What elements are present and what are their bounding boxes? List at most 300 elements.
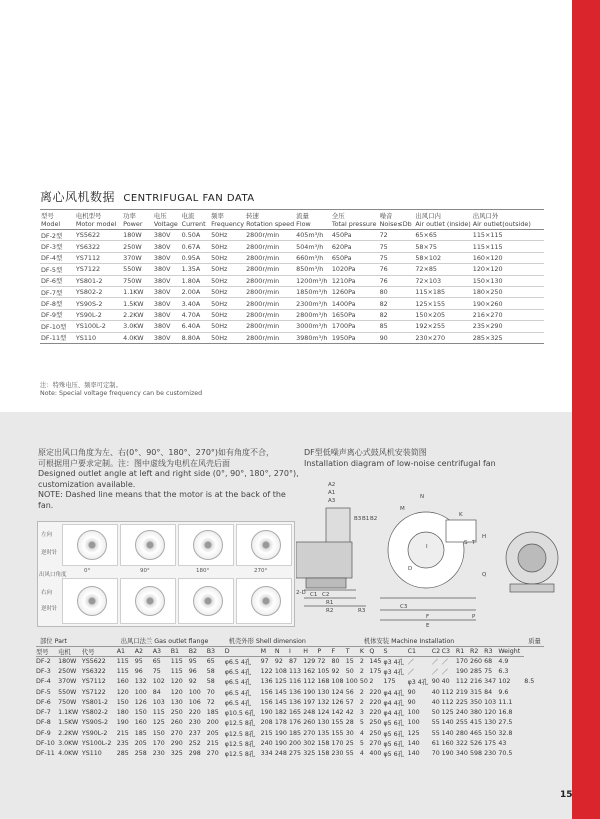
table-cell: 124 <box>317 709 330 717</box>
table-cell: 9.6 <box>498 688 509 696</box>
table-cell: 75 <box>379 252 415 263</box>
table-cell: YS110 <box>81 750 102 758</box>
table-cell: φ4 4孔 <box>383 710 404 718</box>
table-cell: 2800r/min <box>245 241 295 252</box>
table-cell: 200 <box>289 740 302 748</box>
table-cell: 160×120 <box>472 252 544 263</box>
table-cell: DF-9型 <box>40 309 75 320</box>
table-cell: 2.2KW <box>122 309 153 320</box>
table-row <box>40 241 544 252</box>
header-en: Current <box>181 219 206 228</box>
table-cell: φ3 4孔 <box>407 679 429 687</box>
header-en: Frequency <box>211 219 245 228</box>
table-cell: 50Hz <box>210 252 245 263</box>
table-cell: 190 <box>260 709 273 717</box>
table-cell: 270 <box>303 729 316 737</box>
desc-line: NOTE: Dashed line means that the motor is at the back of the fan. <box>38 490 286 510</box>
fan-header-cell <box>210 210 245 230</box>
column-header: R3 <box>484 646 498 656</box>
column-header: 型号 <box>36 646 58 656</box>
angle-90: 90° <box>140 568 150 574</box>
table-cell: 178 <box>274 719 287 727</box>
fan-icon <box>135 530 165 560</box>
label-k: K <box>459 512 463 518</box>
table-cell: 28 <box>345 719 354 727</box>
table-cell: 180W <box>122 230 153 241</box>
table-cell: 550W <box>122 264 153 275</box>
table-cell: 130 <box>317 719 330 727</box>
table-cell: 220 <box>369 698 382 706</box>
table-cell: φ4 4孔 <box>383 689 404 697</box>
table-cell: φ5 6孔 <box>383 751 404 759</box>
table-cell: 142 <box>331 709 344 717</box>
table-cell: 140 <box>407 740 420 748</box>
table-cell: 50Hz <box>210 332 245 343</box>
table-cell: 90 <box>379 332 415 343</box>
table-cell: 2800r/min <box>245 309 295 320</box>
table-cell: 90 <box>431 678 440 686</box>
table-cell: 70 <box>431 750 440 758</box>
table-cell: 175 <box>369 667 382 675</box>
table-cell: 260 <box>303 719 316 727</box>
table-cell: 32.8 <box>498 729 513 737</box>
table-cell: 285×325 <box>472 332 544 343</box>
table-cell: 100 <box>188 688 201 696</box>
fan-data-title <box>40 188 255 205</box>
table-cell: YS7122 <box>75 264 122 275</box>
table-cell: 1200m³/h <box>295 275 331 286</box>
table-cell: 250W <box>58 667 77 675</box>
label-2d: 2-D <box>296 590 306 596</box>
table-cell: 1.35A <box>181 264 210 275</box>
table-cell: 58 <box>206 678 215 686</box>
outlet-box <box>446 520 476 542</box>
label-r2: R2 <box>326 608 334 614</box>
table-cell: 129 <box>303 657 316 665</box>
table-row <box>36 707 544 717</box>
table-cell: 70 <box>206 688 215 696</box>
fan-right-270 <box>236 578 292 624</box>
table-cell: 40 <box>441 678 450 686</box>
table-cell: 150 <box>134 709 147 717</box>
table-cell: DF-5型 <box>40 264 75 275</box>
table-cell: 75 <box>152 667 161 675</box>
header-en: Air outlet(outside) <box>472 219 531 228</box>
table-cell: φ3 4孔 <box>383 658 404 666</box>
table-cell: 125×155 <box>414 298 471 309</box>
table-cell: 270 <box>206 750 219 758</box>
table-cell: 3000m³/h <box>295 321 331 332</box>
table-cell: 4 <box>359 729 364 737</box>
fan-icon <box>135 586 165 616</box>
column-header: A3 <box>153 646 171 656</box>
table-cell: 370W <box>58 678 77 686</box>
label-c3: C3 <box>400 604 408 610</box>
table-cell: 258 <box>134 750 147 758</box>
table-cell: 2800r/min <box>245 286 295 297</box>
table-cell: 30 <box>345 729 354 737</box>
column-header: C3 <box>442 646 456 656</box>
table-cell: 100 <box>134 688 147 696</box>
table-cell: 124 <box>331 688 344 696</box>
table-cell: 120 <box>484 709 497 717</box>
group-header: 部位 Part <box>36 636 117 646</box>
table-cell: 250 <box>369 719 382 727</box>
table-cell: 50Hz <box>210 321 245 332</box>
label-i: I <box>426 544 428 550</box>
group-header: 出风口法兰 Gas outlet flange <box>117 636 225 646</box>
table-cell: 162 <box>303 667 316 675</box>
header-cn: 流量 <box>296 211 309 220</box>
header-cn: 转速 <box>246 211 259 220</box>
table-cell: 136 <box>289 698 302 706</box>
table-row <box>40 264 544 275</box>
table-row <box>40 286 544 297</box>
table-cell: DF-11 <box>36 750 55 758</box>
table-cell: 380V <box>153 264 181 275</box>
header-cn: 频率 <box>211 211 224 220</box>
table-cell: 526 <box>469 740 483 748</box>
table-cell: 8.5 <box>524 678 535 686</box>
table-row <box>40 252 544 263</box>
table-cell: 205 <box>134 740 147 748</box>
table-cell: 190 <box>455 667 468 675</box>
desc-line: customization available. <box>38 479 136 489</box>
header-cn: 噪音 <box>379 211 393 220</box>
table-cell: 285 <box>116 750 129 758</box>
label-c1: C1 <box>310 592 318 598</box>
column-header: S <box>383 646 407 656</box>
table-cell: 65 <box>152 657 161 665</box>
table-cell: 136 <box>260 678 273 686</box>
column-header: 代号 <box>82 646 117 656</box>
table-cell: 180 <box>116 709 129 717</box>
table-cell: 155 <box>331 719 344 727</box>
label-p: P <box>472 614 476 620</box>
group-header: 质量 <box>524 636 544 646</box>
table-cell: 115 <box>152 709 165 717</box>
table-row <box>36 697 544 707</box>
table-cell: 0.67A <box>181 241 210 252</box>
table-row <box>36 718 544 728</box>
table-cell: 125 <box>152 719 165 727</box>
table-cell: 1.5KW <box>122 298 153 309</box>
table-cell: 100 <box>407 719 420 727</box>
table-cell: 2800r/min <box>245 230 295 241</box>
table-cell: 96 <box>188 667 197 675</box>
table-cell: DF-7 <box>36 709 51 717</box>
table-cell: 380 <box>469 709 483 717</box>
label-a2: A2 <box>328 482 336 488</box>
table-row <box>40 275 544 286</box>
table-cell: 96 <box>134 667 143 675</box>
table-cell: 55 <box>431 729 440 737</box>
table-cell: 660m³/h <box>295 252 331 263</box>
table-cell: 2800r/min <box>245 332 295 343</box>
table-cell: 165 <box>289 709 302 717</box>
upper-section <box>0 0 572 412</box>
table-cell: 115×115 <box>472 230 544 241</box>
header-cn: 出风口内 <box>415 211 441 220</box>
table-cell: φ5 6孔 <box>383 730 404 738</box>
table-cell: 415 <box>469 719 483 727</box>
table-cell: 122 <box>260 667 273 675</box>
table-cell: 72 <box>206 698 215 706</box>
table-cell: 190 <box>116 719 129 727</box>
table-cell: 115 <box>170 667 183 675</box>
table-cell: 0.50A <box>181 230 210 241</box>
table-cell: 750W <box>122 275 153 286</box>
table-cell: DF-4型 <box>40 252 75 263</box>
table-cell: 3980m³/h <box>295 332 331 343</box>
column-header: T <box>346 646 360 656</box>
table-cell: 185 <box>289 729 302 737</box>
table-row <box>36 666 544 676</box>
table-cell: 237 <box>188 729 201 737</box>
fan-data-note <box>40 382 202 398</box>
table-cell: 6.40A <box>181 321 210 332</box>
table-cell: 550W <box>58 688 77 696</box>
table-cell: 27.5 <box>498 719 513 727</box>
table-cell: 115 <box>116 667 129 675</box>
table-cell: YS801-2 <box>81 698 109 706</box>
header-cn: 型号 <box>41 211 54 220</box>
table-cell: 215 <box>206 740 219 748</box>
table-cell: 50 <box>345 667 354 675</box>
table-cell: 106 <box>188 698 201 706</box>
right-label: 右向 <box>41 590 53 596</box>
table-cell: 325 <box>303 750 316 758</box>
table-cell: 126 <box>331 698 344 706</box>
table-cell: DF-2型 <box>40 230 75 241</box>
table-cell: 380V <box>153 275 181 286</box>
table-cell: YS110 <box>75 332 122 343</box>
column-header-row <box>36 646 544 656</box>
table-cell: DF-10型 <box>40 321 75 332</box>
label-h: H <box>482 534 487 540</box>
motor-body <box>296 542 352 578</box>
table-cell: 87 <box>289 657 298 665</box>
table-row <box>36 728 544 738</box>
table-cell: 215 <box>116 729 129 737</box>
table-cell: 50Hz <box>210 230 245 241</box>
header-cn: 电压 <box>153 211 167 220</box>
table-cell: 50 <box>359 678 368 686</box>
label-t: T <box>472 540 476 546</box>
table-cell: 132 <box>134 678 147 686</box>
table-cell: 70.5 <box>498 750 513 758</box>
table-cell: 235 <box>116 740 129 748</box>
table-cell: 220 <box>188 709 201 717</box>
table-cell: 250W <box>122 241 153 252</box>
table-cell: 126 <box>134 698 147 706</box>
title-en: CENTRIFUGAL FAN DATA <box>123 193 255 204</box>
table-cell: 90 <box>407 698 416 706</box>
table-cell: 270 <box>170 729 183 737</box>
table-cell: 248 <box>303 709 316 717</box>
table-cell: 120 <box>170 688 183 696</box>
label-q: Q <box>482 572 487 578</box>
right-label-2: 逆时针 <box>41 606 58 612</box>
table-cell: 65×65 <box>414 230 471 241</box>
header-en: Rotation speed <box>246 219 295 228</box>
table-cell: 40 <box>431 698 440 706</box>
table-cell: 65 <box>206 657 215 665</box>
table-cell: 68 <box>484 657 493 665</box>
end-view-inner <box>518 544 546 572</box>
table-cell: YS802-2 <box>81 709 109 717</box>
header-en: Voltage <box>153 219 178 228</box>
table-cell: 260 <box>469 657 483 665</box>
table-cell: 450Pa <box>331 230 379 241</box>
table-cell: φ12.5 8孔 <box>224 720 256 728</box>
column-header: N <box>275 646 289 656</box>
table-cell: 115 <box>170 657 183 665</box>
table-cell: 400 <box>369 750 382 758</box>
table-cell: YS7122 <box>81 688 106 696</box>
table-cell: YS90L-2 <box>75 309 122 320</box>
table-cell: DF-6型 <box>40 275 75 286</box>
table-cell: 380V <box>153 309 181 320</box>
table-cell: YS100L-2 <box>75 321 122 332</box>
label-b1: B1 <box>362 516 370 522</box>
table-cell: 347 <box>484 678 497 686</box>
table-cell: 84 <box>484 688 493 696</box>
table-cell: 50Hz <box>210 275 245 286</box>
table-cell: 504m³/h <box>295 241 331 252</box>
table-cell: 176 <box>289 719 302 727</box>
table-cell: 2800r/min <box>245 275 295 286</box>
table-cell: 92 <box>331 667 340 675</box>
table-cell: 116 <box>289 678 302 686</box>
table-cell: 95 <box>134 657 143 665</box>
table-cell: 1850m³/h <box>295 286 331 297</box>
red-side-bar <box>572 0 600 819</box>
label-d: D <box>408 566 413 572</box>
end-view-base <box>510 584 554 592</box>
table-cell: φ5 6孔 <box>383 741 404 749</box>
fan-left-180 <box>178 524 234 566</box>
table-cell: 225 <box>455 698 468 706</box>
table-cell: 130 <box>317 688 330 696</box>
desc-line: 原定出风口角度为左、右(0°、90°、180°、270°)如有角度不合， <box>38 448 275 457</box>
table-cell: 1260Pa <box>331 286 379 297</box>
column-header: H <box>303 646 317 656</box>
table-cell: 80 <box>379 286 415 297</box>
table-cell: 72 <box>379 230 415 241</box>
table-cell: DF-7型 <box>40 286 75 297</box>
left-label: 左向 <box>41 532 53 538</box>
table-cell: 50Hz <box>210 286 245 297</box>
table-cell: 190 <box>274 740 287 748</box>
table-cell: φ6.5 4孔 <box>224 679 252 687</box>
table-cell: 4.70A <box>181 309 210 320</box>
table-cell: 50 <box>431 709 440 717</box>
table-cell: 1.1KW <box>122 286 153 297</box>
table-cell: 85 <box>379 321 415 332</box>
table-cell: 4.9 <box>498 657 509 665</box>
table-cell: 216 <box>469 678 483 686</box>
fan-table-header <box>40 210 544 230</box>
angle-180: 180° <box>196 568 210 574</box>
table-cell: 1210Pa <box>331 275 379 286</box>
table-cell: 2 <box>359 667 364 675</box>
table-cell: 1.80A <box>181 275 210 286</box>
table-cell: 205 <box>206 729 219 737</box>
table-row <box>36 656 544 666</box>
table-cell: 185 <box>206 709 219 717</box>
table-cell: 40 <box>431 688 440 696</box>
table-row <box>36 677 544 687</box>
fan-header-cell <box>379 210 415 230</box>
column-header: B1 <box>171 646 189 656</box>
table-row <box>40 321 544 332</box>
table-cell: 3 <box>359 709 364 717</box>
table-row <box>40 309 544 320</box>
angle-0: 0° <box>84 568 91 574</box>
table-cell: DF-10 <box>36 740 55 748</box>
table-row <box>40 230 544 241</box>
table-cell: 50Hz <box>210 298 245 309</box>
table-cell: 108 <box>274 667 287 675</box>
table-cell: 5 <box>359 719 364 727</box>
table-cell: 72×85 <box>414 264 471 275</box>
table-cell: 275 <box>289 750 302 758</box>
table-cell: YS90L-2 <box>81 729 108 737</box>
table-cell: 465 <box>469 729 483 737</box>
table-cell: 190 <box>303 688 316 696</box>
installation-diagram <box>296 480 566 628</box>
table-cell: 175 <box>383 678 396 686</box>
table-cell: 90 <box>407 688 416 696</box>
table-cell: 2.2KW <box>58 729 79 737</box>
table-cell: φ10.5 6孔 <box>224 710 256 718</box>
table-cell: 252 <box>188 740 201 748</box>
table-cell: φ6.5 4孔 <box>224 658 252 666</box>
table-cell: 112 <box>303 678 316 686</box>
table-cell: ／ <box>441 658 448 666</box>
table-cell: 170 <box>331 740 344 748</box>
table-cell: 140 <box>441 719 454 727</box>
fan-left-0 <box>62 524 118 566</box>
table-cell: 370W <box>122 252 153 263</box>
header-cn: 电机型号 <box>75 211 102 220</box>
table-cell: 61 <box>431 740 440 748</box>
table-cell: 108 <box>331 678 344 686</box>
table-cell: 255 <box>455 719 468 727</box>
header-en: Flow <box>296 219 311 228</box>
label-n: N <box>420 494 425 500</box>
table-cell: 103 <box>484 698 497 706</box>
group-header: 机壳外形 Shell dimension <box>225 636 360 646</box>
table-cell: 325 <box>170 750 183 758</box>
table-cell: 248 <box>274 750 287 758</box>
table-cell: 125 <box>274 678 287 686</box>
table-cell: 8.80A <box>181 332 210 343</box>
table-cell: 1020Pa <box>331 264 379 275</box>
fan-icon <box>193 586 223 616</box>
table-cell: DF-6 <box>36 698 51 706</box>
table-cell: 2.00A <box>181 286 210 297</box>
table-cell: 1650Pa <box>331 309 379 320</box>
table-cell: 250 <box>369 729 382 737</box>
column-header: P <box>317 646 331 656</box>
column-header: B3 <box>207 646 225 656</box>
table-cell: 132 <box>317 698 330 706</box>
table-cell: 2800r/min <box>245 298 295 309</box>
table-cell: φ12.5 8孔 <box>224 751 256 759</box>
table-cell: 405m³/h <box>295 230 331 241</box>
